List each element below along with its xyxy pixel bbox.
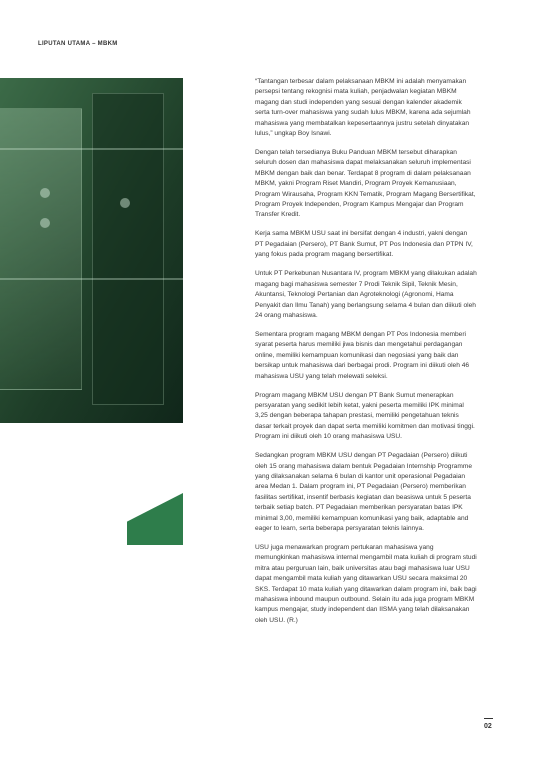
photo-bar-top bbox=[0, 148, 183, 150]
article-paragraph: “Tantangan terbesar dalam pelaksanaan MBKM ini adalah menyamakan persepsi tentang rekognisi mata kuliah, penjadwalan kegiatan MBKM magang dan studi independen yang sesuai dengan kalender akademik serta turn-over mahasiswa yang sudah lulus MBKM, karena ada sejumlah mahasiswa yang membatalkan kepesertaannya justru setelah dinyatakan lulus,” ungkap Boy Isnawi. bbox=[255, 78, 471, 138]
photo-knob bbox=[120, 198, 130, 208]
photo-bar-bottom bbox=[0, 278, 183, 280]
article-paragraph: Sementara program magang MBKM dengan PT Pos Indonesia memberi syarat peserta harus memiliki jiwa bisnis dan mengetahui perdagangan online, memiliki kemampuan komunikasi dan negosiasi yang baik dan bersikap untuk mahasiswa dari berbagai prodi. Program ini diikuti oleh 46 mahasiswa USU yang telah melewati seleksi. bbox=[255, 330, 470, 380]
photo-panel-right bbox=[92, 93, 164, 405]
article-paragraph: USU juga menawarkan program pertukaran mahasiswa yang memungkinkan mahasiswa internal mengambil mata kuliah di program studi mitra atau perguruan lain, baik universitas atau bagi mahasiswa luar USU dapat mengambil mata kuliah yang ditawarkan USU secara maksimal 20 SKS. Terdapat 10 mata kuliah yang ditawarkan dalam program ini, baik bagi mahasiswa inbound maupun outbound. Selain itu ada juga program MBKM kampus mengajar, study independent dan IISMA yang telah dilaksanakan oleh USU. (R.) bbox=[255, 544, 477, 624]
photo-knob bbox=[40, 188, 50, 198]
article-body bbox=[255, 77, 477, 635]
article-paragraph: Kerja sama MBKM USU saat ini bersifat dengan 4 industri, yakni dengan PT Pegadaian (Persero), PT Bank Sumut, PT Pos Indonesia dan PTPN IV, yang fokus pada program magang bersertifikat. bbox=[255, 230, 473, 259]
article-paragraph: Sedangkan program MBKM USU dengan PT Pegadaian (Persero) diikuti oleh 15 orang mahasiswa dalam bentuk Pegadaian Internship Programme yang dilaksanakan selama 6 bulan di kantor unit operasional Pegadaian area Medan 1. Dalam program ini, PT Pegadaian (Persero) memberikan fasilitas sertifikat, insentif berbasis kegiatan dan beasiswa untuk 5 peserta terbaik setiap batch. PT Pegadaian memberikan persyaratan batas IPK minimal 3,00, memiliki kemampuan komunikasi yang baik, adaptable and eager to learn, serta beberapa persyaratan teknis lainnya. bbox=[255, 452, 472, 532]
page-number-rule bbox=[484, 718, 493, 719]
article-photo bbox=[0, 78, 183, 423]
photo-panel-left bbox=[0, 108, 82, 390]
article-paragraph: Dengan telah tersedianya Buku Panduan MBKM tersebut diharapkan seluruh dosen dan mahasiswa dapat melaksanakan seluruh implementasi MBKM dengan baik dan benar. Terdapat 8 program di dalam pelaksanaan MBKM, yakni Program Riset Mandiri, Program Proyek Kemanusiaan, Program Wirausaha, Program KKN Tematik, Program Magang Bersertifikat, Program Proyek Independen, Program Kampus Mengajar dan Program Transfer Kredit. bbox=[255, 149, 476, 219]
photo-knob bbox=[40, 218, 50, 228]
section-header: LIPUTAN UTAMA – MBKM bbox=[38, 41, 118, 47]
page-number: 02 bbox=[484, 723, 492, 730]
article-paragraph: Untuk PT Perkebunan Nusantara IV, program MBKM yang dilakukan adalah magang bagi mahasiswa semester 7 Prodi Teknik Sipil, Teknik Mesin, Akuntansi, Teknologi Pertanian dan Agroteknologi (Agronomi, Hama Penyakit dan Ilmu Tanah) yang berlangsung selama 4 bulan dan diikuti oleh 24 orang mahasiswa. bbox=[255, 270, 477, 319]
article-paragraph: Program magang MBKM USU dengan PT Bank Sumut menerapkan persyaratan yang sedikit lebih ketat, yakni peserta memiliki IPK minimal 3,25 dengan beberapa tahapan prestasi, memiliki pengetahuan teknis dasar terkait proyek dan dapat serta memiliki komitmen dan motivasi tinggi. Program ini diikuti oleh 10 orang mahasiswa USU. bbox=[255, 391, 475, 441]
decorative-green-shape bbox=[127, 493, 183, 545]
